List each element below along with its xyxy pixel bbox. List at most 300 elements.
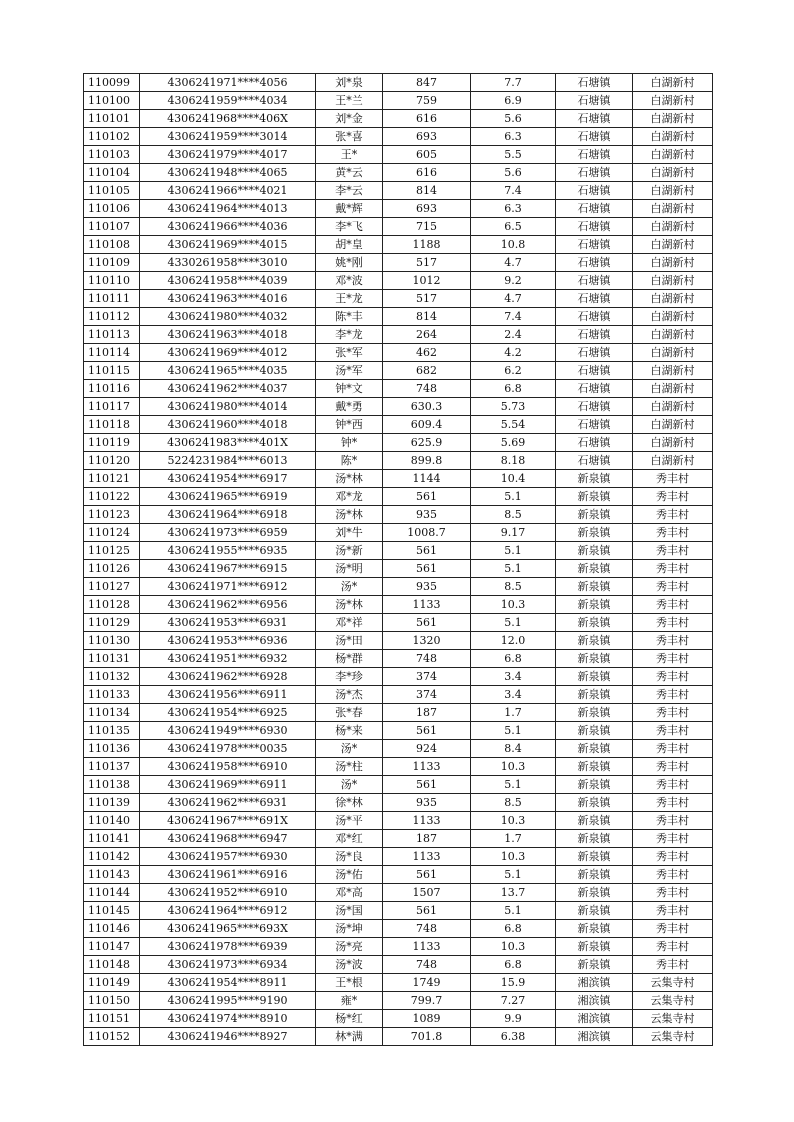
village-cell: 秀丰村 — [633, 956, 713, 974]
value-cell: 1.7 — [471, 830, 556, 848]
id-number-cell: 4306241969****4015 — [140, 236, 316, 254]
town-cell: 石塘镇 — [556, 236, 633, 254]
town-cell: 新泉镇 — [556, 902, 633, 920]
value-cell: 7.4 — [471, 182, 556, 200]
town-cell: 石塘镇 — [556, 362, 633, 380]
table-row — [84, 218, 713, 236]
village-cell: 白湖新村 — [633, 254, 713, 272]
town-cell: 湘滨镇 — [556, 992, 633, 1010]
village-cell: 白湖新村 — [633, 218, 713, 236]
table-row — [84, 362, 713, 380]
value-cell: 5.1 — [471, 866, 556, 884]
row-id-cell: 110103 — [84, 146, 140, 164]
id-number-cell: 4306241962****6956 — [140, 596, 316, 614]
name-cell: 李*云 — [316, 182, 383, 200]
row-id-cell: 110150 — [84, 992, 140, 1010]
town-cell: 石塘镇 — [556, 290, 633, 308]
town-cell: 石塘镇 — [556, 272, 633, 290]
id-number-cell: 4306241954****8911 — [140, 974, 316, 992]
value-cell: 6.8 — [471, 650, 556, 668]
name-cell: 徐*林 — [316, 794, 383, 812]
id-number-cell: 4306241980****4032 — [140, 308, 316, 326]
name-cell: 杨*红 — [316, 1010, 383, 1028]
table-row — [84, 686, 713, 704]
value-cell: 10.3 — [471, 596, 556, 614]
town-cell: 石塘镇 — [556, 326, 633, 344]
amount-cell: 1133 — [383, 758, 471, 776]
village-cell: 秀丰村 — [633, 470, 713, 488]
name-cell: 张*喜 — [316, 128, 383, 146]
value-cell: 7.27 — [471, 992, 556, 1010]
name-cell: 陈*丰 — [316, 308, 383, 326]
amount-cell: 924 — [383, 740, 471, 758]
row-id-cell: 110143 — [84, 866, 140, 884]
village-cell: 秀丰村 — [633, 758, 713, 776]
value-cell: 6.3 — [471, 200, 556, 218]
village-cell: 秀丰村 — [633, 722, 713, 740]
row-id-cell: 110114 — [84, 344, 140, 362]
amount-cell: 561 — [383, 560, 471, 578]
value-cell: 5.1 — [471, 614, 556, 632]
town-cell: 新泉镇 — [556, 488, 633, 506]
row-id-cell: 110124 — [84, 524, 140, 542]
amount-cell: 715 — [383, 218, 471, 236]
town-cell: 新泉镇 — [556, 686, 633, 704]
town-cell: 新泉镇 — [556, 704, 633, 722]
row-id-cell: 110104 — [84, 164, 140, 182]
value-cell: 5.54 — [471, 416, 556, 434]
amount-cell: 1133 — [383, 596, 471, 614]
row-id-cell: 110149 — [84, 974, 140, 992]
table-row — [84, 506, 713, 524]
value-cell: 8.5 — [471, 794, 556, 812]
village-cell: 云集寺村 — [633, 1028, 713, 1046]
table-row — [84, 146, 713, 164]
id-number-cell: 4306241956****6911 — [140, 686, 316, 704]
town-cell: 石塘镇 — [556, 380, 633, 398]
name-cell: 汤*柱 — [316, 758, 383, 776]
id-number-cell: 4306241957****6930 — [140, 848, 316, 866]
name-cell: 戴*辉 — [316, 200, 383, 218]
village-cell: 秀丰村 — [633, 866, 713, 884]
value-cell: 8.5 — [471, 578, 556, 596]
name-cell: 杨*来 — [316, 722, 383, 740]
town-cell: 石塘镇 — [556, 92, 633, 110]
row-id-cell: 110117 — [84, 398, 140, 416]
town-cell: 新泉镇 — [556, 722, 633, 740]
town-cell: 石塘镇 — [556, 164, 633, 182]
value-cell: 3.4 — [471, 668, 556, 686]
table-row — [84, 938, 713, 956]
value-cell: 9.2 — [471, 272, 556, 290]
value-cell: 5.6 — [471, 110, 556, 128]
amount-cell: 693 — [383, 200, 471, 218]
village-cell: 云集寺村 — [633, 992, 713, 1010]
name-cell: 汤* — [316, 740, 383, 758]
village-cell: 秀丰村 — [633, 596, 713, 614]
row-id-cell: 110121 — [84, 470, 140, 488]
table-row — [84, 92, 713, 110]
name-cell: 钟* — [316, 434, 383, 452]
amount-cell: 561 — [383, 722, 471, 740]
row-id-cell: 110137 — [84, 758, 140, 776]
row-id-cell: 110130 — [84, 632, 140, 650]
name-cell: 汤*坤 — [316, 920, 383, 938]
row-id-cell: 110127 — [84, 578, 140, 596]
row-id-cell: 110100 — [84, 92, 140, 110]
amount-cell: 682 — [383, 362, 471, 380]
id-number-cell: 4306241953****6936 — [140, 632, 316, 650]
value-cell: 6.9 — [471, 92, 556, 110]
row-id-cell: 110109 — [84, 254, 140, 272]
value-cell: 10.3 — [471, 938, 556, 956]
table-row — [84, 632, 713, 650]
value-cell: 10.3 — [471, 848, 556, 866]
amount-cell: 748 — [383, 956, 471, 974]
name-cell: 李*龙 — [316, 326, 383, 344]
village-cell: 白湖新村 — [633, 92, 713, 110]
village-cell: 秀丰村 — [633, 668, 713, 686]
row-id-cell: 110102 — [84, 128, 140, 146]
amount-cell: 799.7 — [383, 992, 471, 1010]
id-number-cell: 4306241951****6932 — [140, 650, 316, 668]
village-cell: 秀丰村 — [633, 920, 713, 938]
value-cell: 7.4 — [471, 308, 556, 326]
row-id-cell: 110129 — [84, 614, 140, 632]
value-cell: 9.9 — [471, 1010, 556, 1028]
amount-cell: 561 — [383, 542, 471, 560]
name-cell: 汤* — [316, 578, 383, 596]
town-cell: 石塘镇 — [556, 308, 633, 326]
value-cell: 5.1 — [471, 722, 556, 740]
name-cell: 邓*红 — [316, 830, 383, 848]
value-cell: 15.9 — [471, 974, 556, 992]
name-cell: 汤*佑 — [316, 866, 383, 884]
name-cell: 钟*文 — [316, 380, 383, 398]
amount-cell: 1133 — [383, 812, 471, 830]
name-cell: 李*珍 — [316, 668, 383, 686]
table-row — [84, 596, 713, 614]
id-number-cell: 4306241961****6916 — [140, 866, 316, 884]
town-cell: 新泉镇 — [556, 632, 633, 650]
amount-cell: 517 — [383, 254, 471, 272]
id-number-cell: 4306241965****4035 — [140, 362, 316, 380]
name-cell: 刘*金 — [316, 110, 383, 128]
village-cell: 白湖新村 — [633, 290, 713, 308]
village-cell: 秀丰村 — [633, 740, 713, 758]
town-cell: 石塘镇 — [556, 344, 633, 362]
value-cell: 10.4 — [471, 470, 556, 488]
table-row — [84, 254, 713, 272]
amount-cell: 605 — [383, 146, 471, 164]
village-cell: 白湖新村 — [633, 146, 713, 164]
id-number-cell: 4306241969****4012 — [140, 344, 316, 362]
name-cell: 李*飞 — [316, 218, 383, 236]
id-number-cell: 4306241974****8910 — [140, 1010, 316, 1028]
row-id-cell: 110146 — [84, 920, 140, 938]
table-row — [84, 416, 713, 434]
village-cell: 秀丰村 — [633, 578, 713, 596]
row-id-cell: 110107 — [84, 218, 140, 236]
name-cell: 汤*田 — [316, 632, 383, 650]
village-cell: 秀丰村 — [633, 560, 713, 578]
village-cell: 白湖新村 — [633, 164, 713, 182]
name-cell: 姚*刚 — [316, 254, 383, 272]
village-cell: 白湖新村 — [633, 236, 713, 254]
town-cell: 新泉镇 — [556, 812, 633, 830]
amount-cell: 561 — [383, 902, 471, 920]
town-cell: 新泉镇 — [556, 866, 633, 884]
table-row — [84, 812, 713, 830]
town-cell: 新泉镇 — [556, 830, 633, 848]
name-cell: 刘*牛 — [316, 524, 383, 542]
amount-cell: 1133 — [383, 848, 471, 866]
table-row — [84, 164, 713, 182]
town-cell: 石塘镇 — [556, 128, 633, 146]
table-row — [84, 470, 713, 488]
id-number-cell: 4306241969****6911 — [140, 776, 316, 794]
value-cell: 12.0 — [471, 632, 556, 650]
table-row — [84, 74, 713, 92]
row-id-cell: 110110 — [84, 272, 140, 290]
name-cell: 汤*军 — [316, 362, 383, 380]
id-number-cell: 4306241962****6928 — [140, 668, 316, 686]
value-cell: 9.17 — [471, 524, 556, 542]
name-cell: 邓*祥 — [316, 614, 383, 632]
row-id-cell: 110125 — [84, 542, 140, 560]
town-cell: 新泉镇 — [556, 920, 633, 938]
row-id-cell: 110126 — [84, 560, 140, 578]
value-cell: 4.7 — [471, 254, 556, 272]
table-row — [84, 578, 713, 596]
village-cell: 白湖新村 — [633, 128, 713, 146]
value-cell: 10.3 — [471, 812, 556, 830]
name-cell: 汤*林 — [316, 596, 383, 614]
amount-cell: 561 — [383, 614, 471, 632]
town-cell: 石塘镇 — [556, 182, 633, 200]
id-number-cell: 4306241964****4013 — [140, 200, 316, 218]
amount-cell: 374 — [383, 686, 471, 704]
row-id-cell: 110118 — [84, 416, 140, 434]
village-cell: 秀丰村 — [633, 794, 713, 812]
table-row — [84, 614, 713, 632]
id-number-cell: 4306241966****4036 — [140, 218, 316, 236]
town-cell: 新泉镇 — [556, 470, 633, 488]
row-id-cell: 110152 — [84, 1028, 140, 1046]
value-cell: 5.6 — [471, 164, 556, 182]
row-id-cell: 110111 — [84, 290, 140, 308]
table-row — [84, 830, 713, 848]
amount-cell: 517 — [383, 290, 471, 308]
id-number-cell: 4306241955****6935 — [140, 542, 316, 560]
town-cell: 石塘镇 — [556, 146, 633, 164]
row-id-cell: 110115 — [84, 362, 140, 380]
table-row — [84, 434, 713, 452]
amount-cell: 1012 — [383, 272, 471, 290]
town-cell: 石塘镇 — [556, 452, 633, 470]
name-cell: 汤*新 — [316, 542, 383, 560]
table-row — [84, 560, 713, 578]
village-cell: 秀丰村 — [633, 542, 713, 560]
name-cell: 汤*林 — [316, 470, 383, 488]
amount-cell: 748 — [383, 920, 471, 938]
amount-cell: 187 — [383, 830, 471, 848]
town-cell: 新泉镇 — [556, 794, 633, 812]
value-cell: 6.5 — [471, 218, 556, 236]
town-cell: 新泉镇 — [556, 614, 633, 632]
id-number-cell: 4306241980****4014 — [140, 398, 316, 416]
value-cell: 3.4 — [471, 686, 556, 704]
id-number-cell: 4306241967****6915 — [140, 560, 316, 578]
amount-cell: 616 — [383, 110, 471, 128]
table-row — [84, 290, 713, 308]
table-row — [84, 776, 713, 794]
name-cell: 汤*良 — [316, 848, 383, 866]
town-cell: 新泉镇 — [556, 938, 633, 956]
amount-cell: 935 — [383, 506, 471, 524]
table-row — [84, 902, 713, 920]
amount-cell: 616 — [383, 164, 471, 182]
amount-cell: 1144 — [383, 470, 471, 488]
village-cell: 白湖新村 — [633, 452, 713, 470]
village-cell: 白湖新村 — [633, 398, 713, 416]
town-cell: 石塘镇 — [556, 434, 633, 452]
table-row — [84, 308, 713, 326]
village-cell: 秀丰村 — [633, 632, 713, 650]
value-cell: 6.8 — [471, 920, 556, 938]
amount-cell: 899.8 — [383, 452, 471, 470]
table-row — [84, 866, 713, 884]
village-cell: 秀丰村 — [633, 848, 713, 866]
row-id-cell: 110099 — [84, 74, 140, 92]
id-number-cell: 4306241965****6919 — [140, 488, 316, 506]
village-cell: 白湖新村 — [633, 434, 713, 452]
id-number-cell: 4306241948****4065 — [140, 164, 316, 182]
id-number-cell: 4306241964****6918 — [140, 506, 316, 524]
value-cell: 6.38 — [471, 1028, 556, 1046]
village-cell: 白湖新村 — [633, 182, 713, 200]
value-cell: 13.7 — [471, 884, 556, 902]
town-cell: 新泉镇 — [556, 776, 633, 794]
id-number-cell: 5224231984****6013 — [140, 452, 316, 470]
id-number-cell: 4330261958****3010 — [140, 254, 316, 272]
value-cell: 7.7 — [471, 74, 556, 92]
table-row — [84, 524, 713, 542]
row-id-cell: 110120 — [84, 452, 140, 470]
table-row — [84, 182, 713, 200]
town-cell: 湘滨镇 — [556, 1028, 633, 1046]
row-id-cell: 110106 — [84, 200, 140, 218]
table-row — [84, 200, 713, 218]
village-cell: 秀丰村 — [633, 704, 713, 722]
table-row — [84, 488, 713, 506]
amount-cell: 759 — [383, 92, 471, 110]
table-row — [84, 452, 713, 470]
id-number-cell: 4306241973****6959 — [140, 524, 316, 542]
name-cell: 张*军 — [316, 344, 383, 362]
town-cell: 湘滨镇 — [556, 974, 633, 992]
town-cell: 石塘镇 — [556, 416, 633, 434]
value-cell: 10.3 — [471, 758, 556, 776]
id-number-cell: 4306241978****6939 — [140, 938, 316, 956]
row-id-cell: 110141 — [84, 830, 140, 848]
row-id-cell: 110128 — [84, 596, 140, 614]
town-cell: 新泉镇 — [556, 650, 633, 668]
id-number-cell: 4306241978****0035 — [140, 740, 316, 758]
town-cell: 石塘镇 — [556, 110, 633, 128]
village-cell: 秀丰村 — [633, 812, 713, 830]
town-cell: 新泉镇 — [556, 560, 633, 578]
row-id-cell: 110151 — [84, 1010, 140, 1028]
id-number-cell: 4306241964****6912 — [140, 902, 316, 920]
name-cell: 邓*波 — [316, 272, 383, 290]
name-cell: 刘*泉 — [316, 74, 383, 92]
amount-cell: 1133 — [383, 938, 471, 956]
name-cell: 王*龙 — [316, 290, 383, 308]
town-cell: 石塘镇 — [556, 254, 633, 272]
table-row — [84, 542, 713, 560]
name-cell: 雍* — [316, 992, 383, 1010]
table-row — [84, 380, 713, 398]
town-cell: 石塘镇 — [556, 398, 633, 416]
table-row — [84, 704, 713, 722]
id-number-cell: 4306241983****401X — [140, 434, 316, 452]
name-cell: 王*根 — [316, 974, 383, 992]
amount-cell: 935 — [383, 578, 471, 596]
value-cell: 2.4 — [471, 326, 556, 344]
name-cell: 黄*云 — [316, 164, 383, 182]
row-id-cell: 110108 — [84, 236, 140, 254]
amount-cell: 1507 — [383, 884, 471, 902]
row-id-cell: 110134 — [84, 704, 140, 722]
village-cell: 白湖新村 — [633, 308, 713, 326]
id-number-cell: 4306241952****6910 — [140, 884, 316, 902]
town-cell: 新泉镇 — [556, 668, 633, 686]
name-cell: 戴*勇 — [316, 398, 383, 416]
row-id-cell: 110119 — [84, 434, 140, 452]
amount-cell: 935 — [383, 794, 471, 812]
village-cell: 白湖新村 — [633, 272, 713, 290]
amount-cell: 630.3 — [383, 398, 471, 416]
table-row — [84, 344, 713, 362]
value-cell: 5.1 — [471, 560, 556, 578]
id-number-cell: 4306241954****6925 — [140, 704, 316, 722]
row-id-cell: 110144 — [84, 884, 140, 902]
town-cell: 石塘镇 — [556, 200, 633, 218]
name-cell: 杨*群 — [316, 650, 383, 668]
amount-cell: 748 — [383, 380, 471, 398]
village-cell: 秀丰村 — [633, 902, 713, 920]
village-cell: 白湖新村 — [633, 200, 713, 218]
village-cell: 秀丰村 — [633, 686, 713, 704]
amount-cell: 625.9 — [383, 434, 471, 452]
name-cell: 汤*国 — [316, 902, 383, 920]
town-cell: 新泉镇 — [556, 758, 633, 776]
table-row — [84, 1010, 713, 1028]
id-number-cell: 4306241971****6912 — [140, 578, 316, 596]
town-cell: 新泉镇 — [556, 578, 633, 596]
town-cell: 湘滨镇 — [556, 1010, 633, 1028]
name-cell: 林*满 — [316, 1028, 383, 1046]
name-cell: 汤*林 — [316, 506, 383, 524]
table-row — [84, 128, 713, 146]
id-number-cell: 4306241962****4037 — [140, 380, 316, 398]
town-cell: 新泉镇 — [556, 740, 633, 758]
amount-cell: 609.4 — [383, 416, 471, 434]
table-row — [84, 848, 713, 866]
table-row — [84, 722, 713, 740]
table-row — [84, 272, 713, 290]
